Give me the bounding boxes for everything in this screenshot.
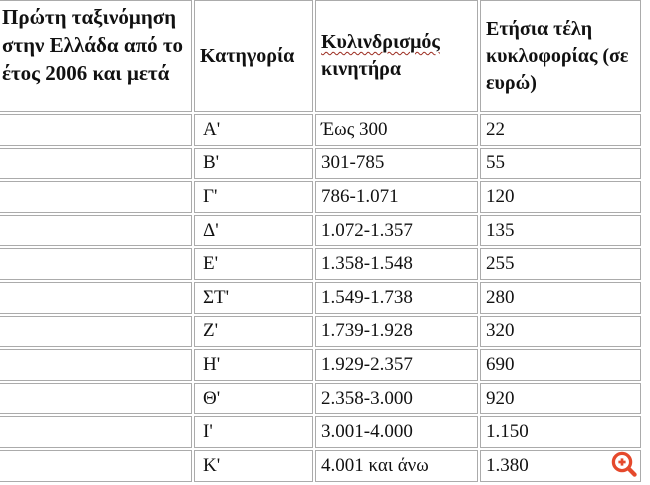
table-row	[0, 450, 641, 482]
first-registration-cell	[0, 282, 192, 314]
header-row	[0, 0, 641, 112]
displacement-cell: 301-785	[315, 148, 478, 180]
fee-cell: 690	[480, 349, 641, 381]
first-registration-cell	[0, 450, 192, 482]
displacement-cell: 3.001-4.000	[315, 416, 478, 448]
category-cell: Η'	[194, 349, 313, 381]
table-row	[0, 383, 641, 415]
table-row	[0, 148, 641, 180]
corner-header-cell: Πρώτη ταξινόμηση στην Ελλάδα από το έτος 2006 και μετά	[0, 0, 192, 112]
displacement-cell: 1.549-1.738	[315, 282, 478, 314]
fee-cell: 1.380	[480, 450, 641, 482]
displacement-header-word1: Κυλινδρισμός	[321, 31, 440, 53]
fee-cell: 55	[480, 148, 641, 180]
displacement-cell: 1.929-2.357	[315, 349, 478, 381]
category-cell: Δ'	[194, 215, 313, 247]
category-cell: Θ'	[194, 383, 313, 415]
displacement-cell: Έως 300	[315, 114, 478, 146]
first-registration-cell	[0, 349, 192, 381]
table-row	[0, 114, 641, 146]
magnifier-plus-glyph	[609, 449, 641, 481]
table-row	[0, 181, 641, 213]
table-row	[0, 215, 641, 247]
category-cell: Κ'	[194, 450, 313, 482]
category-header-cell: Κατηγορία	[194, 0, 313, 112]
zoom-in-icon[interactable]	[609, 449, 641, 481]
category-cell: Ζ'	[194, 316, 313, 348]
displacement-cell: 1.072-1.357	[315, 215, 478, 247]
fee-cell: 320	[480, 316, 641, 348]
displacement-cell: 2.358-3.000	[315, 383, 478, 415]
category-cell: Ε'	[194, 248, 313, 280]
displacement-cell: 1.739-1.928	[315, 316, 478, 348]
first-registration-cell	[0, 316, 192, 348]
first-registration-cell	[0, 114, 192, 146]
category-cell: Β'	[194, 148, 313, 180]
table-row	[0, 282, 641, 314]
table-row	[0, 248, 641, 280]
first-registration-cell	[0, 416, 192, 448]
fee-cell: 135	[480, 215, 641, 247]
fee-cell: 920	[480, 383, 641, 415]
category-cell: Γ'	[194, 181, 313, 213]
first-registration-cell	[0, 383, 192, 415]
fee-cell: 255	[480, 248, 641, 280]
displacement-header-cell	[315, 0, 478, 112]
fee-cell: 120	[480, 181, 641, 213]
displacement-header-word2: κινητήρα	[321, 58, 402, 80]
fee-cell: 280	[480, 282, 641, 314]
fee-header-cell: Ετήσια τέλη κυκλοφορίας (σε ευρώ)	[480, 0, 641, 112]
displacement-cell: 786-1.071	[315, 181, 478, 213]
category-cell: Α'	[194, 114, 313, 146]
category-cell: Ι'	[194, 416, 313, 448]
first-registration-cell	[0, 248, 192, 280]
fee-cell: 22	[480, 114, 641, 146]
category-cell: ΣΤ'	[194, 282, 313, 314]
table-row	[0, 349, 641, 381]
first-registration-cell	[0, 148, 192, 180]
displacement-cell: 4.001 και άνω	[315, 450, 478, 482]
table-row	[0, 316, 641, 348]
displacement-cell: 1.358-1.548	[315, 248, 478, 280]
first-registration-cell	[0, 215, 192, 247]
table-row	[0, 416, 641, 448]
fee-cell: 1.150	[480, 416, 641, 448]
first-registration-cell	[0, 181, 192, 213]
